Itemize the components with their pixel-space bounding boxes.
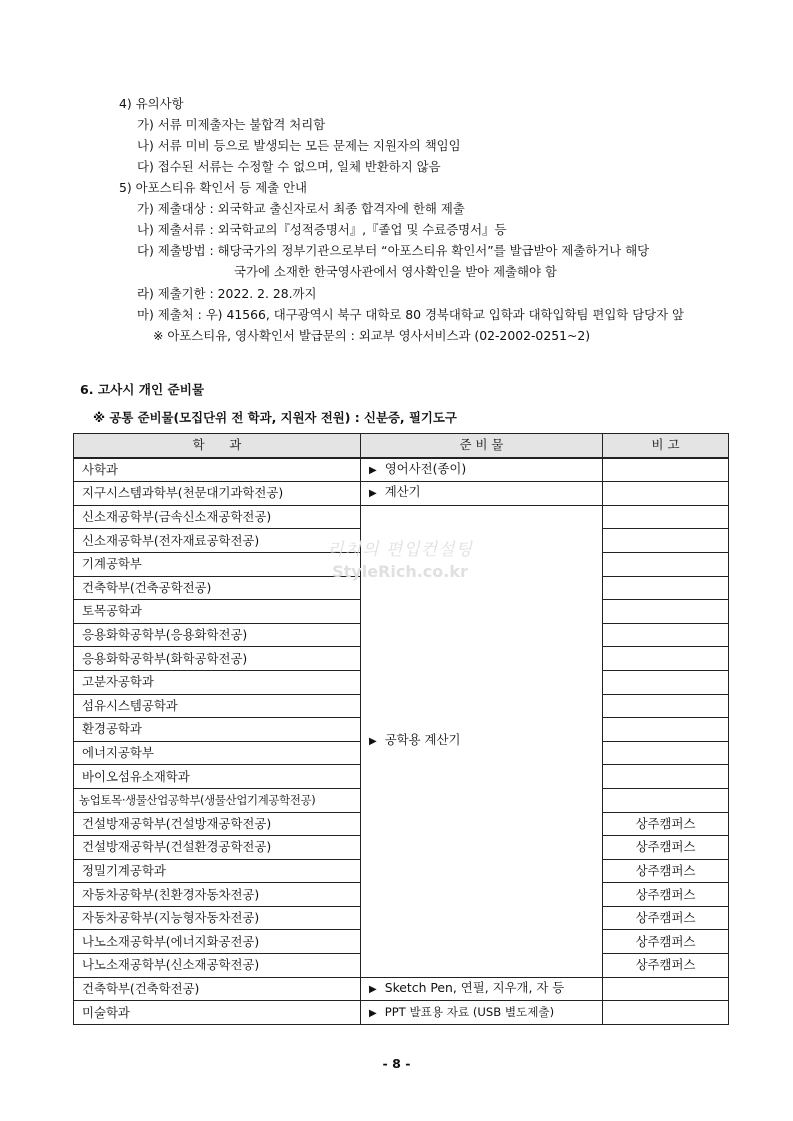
note-cell <box>603 741 729 765</box>
table-row <box>74 1001 729 1025</box>
note-cell <box>603 600 729 624</box>
note-cell: 상주캠퍼스 <box>603 836 729 860</box>
page-number: - 8 - <box>382 1056 411 1071</box>
dept-cell: 섬유시스템공학과 <box>74 694 361 718</box>
dept-cell: 바이오섬유소재학과 <box>74 765 361 789</box>
common-items-note: ※ 공통 준비물(모집단위 전 학과, 지원자 전원) : 신분증, 필기도구 <box>93 410 457 425</box>
note-cell: 상주캠퍼스 <box>603 954 729 978</box>
notes-item5-c1: 다) 제출방법 : 해당국가의 정부기관으로부터 “아포스티유 확인서”를 발급받아 제출하거나 해당 <box>137 243 650 258</box>
note-cell: 상주캠퍼스 <box>603 930 729 954</box>
item-cell <box>361 977 603 1001</box>
note-cell <box>603 552 729 576</box>
note-cell: 상주캠퍼스 <box>603 812 729 836</box>
dept-cell: 신소재공학부(전자재료공학전공) <box>74 529 361 553</box>
dept-cell: 토목공학과 <box>74 600 361 624</box>
note-cell <box>603 647 729 671</box>
dept-cell: 에너지공학부 <box>74 741 361 765</box>
header-department: 학 과 <box>74 434 361 458</box>
item-text: 영어사전(종이) <box>384 460 467 476</box>
bullet-icon: ▶ <box>369 983 377 995</box>
notes-item5-a: 가) 제출대상 : 외국학교 출신자로서 최종 합격자에 한해 제출 <box>137 201 465 216</box>
note-cell <box>603 765 729 789</box>
dept-cell: 지구시스템과학부(천문대기과학전공) <box>74 482 361 506</box>
notes-item5-c2: 국가에 소재한 한국영사관에서 영사확인을 받아 제출해야 함 <box>234 264 557 279</box>
notes-item5-d: 라) 제출기한 : 2022. 2. 28.까지 <box>137 286 317 301</box>
table-row <box>74 505 729 529</box>
bullet-icon: ▶ <box>369 464 377 476</box>
bullet-icon: ▶ <box>369 1007 377 1019</box>
dept-cell: 기계공학부 <box>74 552 361 576</box>
note-cell <box>603 670 729 694</box>
table-row <box>74 458 729 482</box>
item-text: 계산기 <box>384 484 421 500</box>
dept-cell: 건설방재공학부(건설환경공학전공) <box>74 836 361 860</box>
dept-cell: 농업토목·생물산업공학부(생물산업기계공학전공) <box>74 788 361 812</box>
dept-cell: 정밀기계공학과 <box>74 859 361 883</box>
notes-item5-e: 마) 제출처 : 우) 41566, 대구광역시 북구 대학로 80 경북대학교 입학과 대학입학팀 편입학 담당자 앞 <box>137 307 685 322</box>
note-cell <box>603 529 729 553</box>
bullet-icon: ▶ <box>369 488 377 500</box>
table-row <box>74 482 729 506</box>
dept-cell: 환경공학과 <box>74 718 361 742</box>
dept-cell: 건설방재공학부(건설방재공학전공) <box>74 812 361 836</box>
watermark-line2: StyleRich.co.kr <box>332 562 468 581</box>
dept-cell: 건축학부(건축공학전공) <box>74 576 361 600</box>
dept-cell: 자동차공학부(지능형자동차전공) <box>74 906 361 930</box>
notes-item5-b: 나) 제출서류 : 외국학교의『성적증명서』,『졸업 및 수료증명서』등 <box>137 222 507 237</box>
note-cell <box>603 623 729 647</box>
dept-cell: 고분자공학과 <box>74 670 361 694</box>
note-cell <box>603 458 729 482</box>
note-cell <box>603 718 729 742</box>
note-cell <box>603 977 729 1001</box>
item-text: Sketch Pen, 연필, 지우개, 자 등 <box>384 979 565 995</box>
item-cell <box>361 482 603 506</box>
notes-item4-c: 다) 접수된 서류는 수정할 수 없으며, 일체 반환하지 않음 <box>137 159 441 174</box>
note-cell <box>603 788 729 812</box>
item-text: PPT 발표용 자료 (USB 별도제출) <box>384 1004 555 1019</box>
note-cell <box>603 482 729 506</box>
note-cell <box>603 505 729 529</box>
item-text: 공학용 계산기 <box>384 732 461 748</box>
dept-cell: 미술학과 <box>74 1001 361 1025</box>
notes-item5-title: 5) 아포스티유 확인서 등 제출 안내 <box>119 180 308 195</box>
header-items: 준 비 물 <box>361 434 603 458</box>
note-cell <box>603 1001 729 1025</box>
table-row <box>74 977 729 1001</box>
dept-cell: 나노소재공학부(신소재공학전공) <box>74 954 361 978</box>
item-cell-merged <box>361 505 603 977</box>
notes-item4-b: 나) 서류 미비 등으로 발생되는 모든 문제는 지원자의 책임임 <box>137 138 461 153</box>
header-remarks: 비 고 <box>603 434 729 458</box>
notes-item4-title: 4) 유의사항 <box>119 96 184 111</box>
dept-cell: 응용화학공학부(응용화학전공) <box>74 623 361 647</box>
dept-cell: 응용화학공학부(화학공학전공) <box>74 647 361 671</box>
preparation-table <box>73 433 729 1025</box>
section-title: 6. 고사시 개인 준비물 <box>80 382 205 397</box>
note-cell <box>603 576 729 600</box>
notes-item5-f: ※ 아포스티유, 영사확인서 발급문의 : 외교부 영사서비스과 (02-2002-0251~2) <box>153 328 591 343</box>
note-cell <box>603 694 729 718</box>
dept-cell: 나노소재공학부(에너지화공전공) <box>74 930 361 954</box>
note-cell: 상주캠퍼스 <box>603 859 729 883</box>
note-cell: 상주캠퍼스 <box>603 883 729 907</box>
item-cell <box>361 458 603 482</box>
dept-cell: 건축학부(건축학전공) <box>74 977 361 1001</box>
dept-cell: 자동차공학부(친환경자동차전공) <box>74 883 361 907</box>
dept-cell: 신소재공학부(금속신소재공학전공) <box>74 505 361 529</box>
item-cell <box>361 1001 603 1025</box>
notes-item4-a: 가) 서류 미제출자는 불합격 처리함 <box>137 117 326 132</box>
dept-cell: 사학과 <box>74 458 361 482</box>
note-cell: 상주캠퍼스 <box>603 906 729 930</box>
watermark-line1: 리치의 편입컨설팅 <box>327 540 473 560</box>
bullet-icon: ▶ <box>369 736 377 748</box>
table-header-row <box>74 434 729 458</box>
